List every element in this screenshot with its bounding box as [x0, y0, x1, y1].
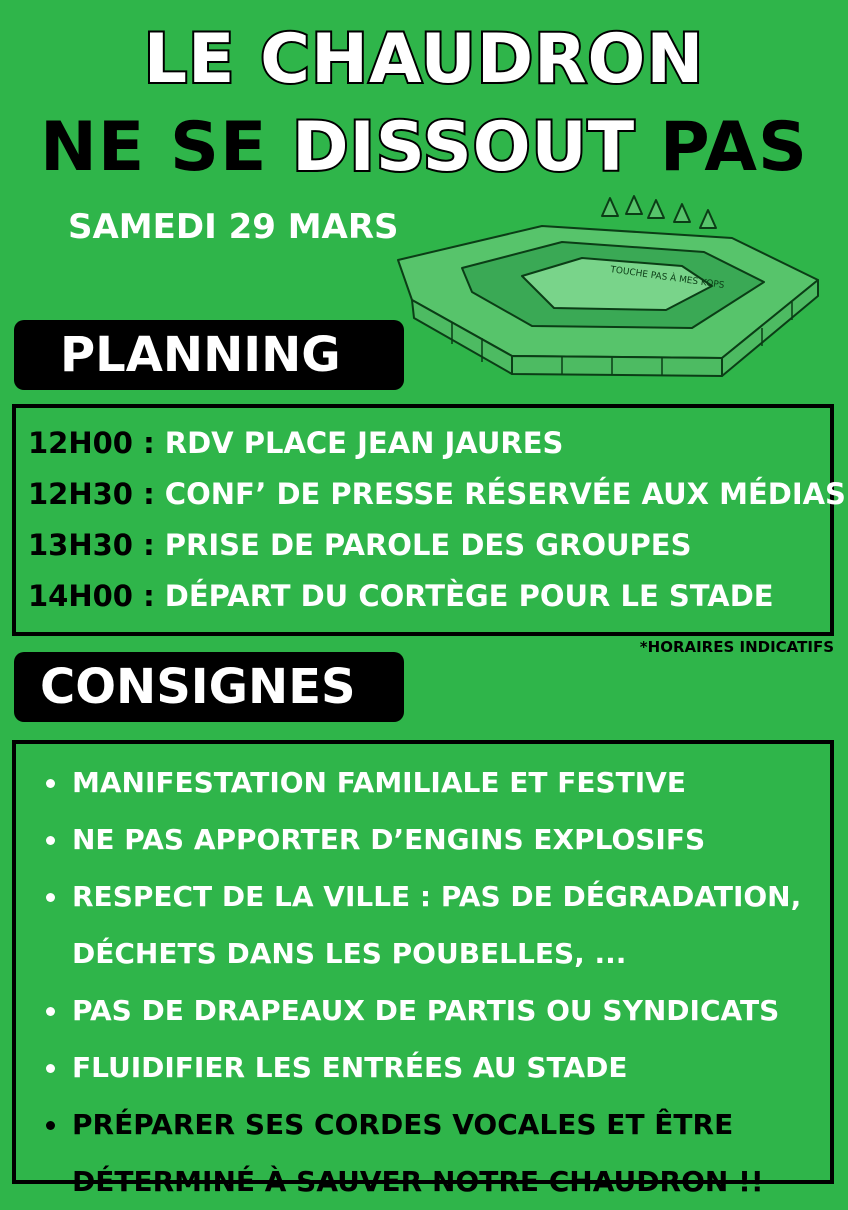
planning-heading: PLANNING	[14, 320, 404, 390]
planning-time: 14H00 :	[28, 579, 155, 613]
schedule-footnote: *HORAIRES INDICATIFS	[639, 638, 834, 656]
consigne-item	[42, 754, 830, 811]
consigne-item	[42, 868, 830, 982]
planning-text: RDV PLACE JEAN JAURES	[154, 426, 564, 460]
planning-row	[28, 520, 830, 571]
poster-title-line1: LE CHAUDRON	[143, 20, 705, 99]
consignes-box	[12, 740, 834, 1198]
title-part-dissout: DISSOUT	[292, 108, 636, 187]
planning-time: 13H30 :	[28, 528, 155, 562]
stadium-illustration	[392, 188, 824, 378]
consigne-line: NE PAS APPORTER D’ENGINS EXPLOSIFS	[72, 823, 706, 856]
planning-box	[12, 404, 846, 636]
bullet-icon	[46, 1007, 55, 1016]
consigne-line: DÉCHETS DANS LES POUBELLES, ...	[72, 937, 627, 970]
planning-row	[28, 571, 830, 622]
event-date: SAMEDI 29 MARS	[68, 207, 399, 247]
planning-text: PRISE DE PAROLE DES GROUPES	[154, 528, 692, 562]
stadium-banner-text: TOUCHE PAS À MES KOPS	[609, 265, 725, 291]
planning-time: 12H30 :	[28, 477, 155, 511]
bullet-icon	[46, 1121, 55, 1130]
planning-text: CONF’ DE PRESSE RÉSERVÉE AUX MÉDIAS	[154, 477, 846, 511]
planning-row	[28, 418, 830, 469]
consigne-item	[42, 1096, 830, 1210]
planning-row	[28, 469, 846, 520]
planning-time: 12H00 :	[28, 426, 155, 460]
consigne-line: MANIFESTATION FAMILIALE ET FESTIVE	[72, 766, 686, 799]
consigne-item	[42, 1039, 830, 1096]
title-part-ne-se: NE SE	[39, 108, 293, 187]
bullet-icon	[46, 779, 55, 788]
consigne-item	[42, 811, 830, 868]
poster-title-line2	[0, 108, 848, 188]
planning-text: DÉPART DU CORTÈGE POUR LE STADE	[154, 579, 774, 613]
bullet-icon	[46, 836, 55, 845]
title-part-pas: PAS	[635, 108, 809, 187]
consigne-item	[42, 982, 830, 1039]
consigne-line: PAS DE DRAPEAUX DE PARTIS OU SYNDICATS	[72, 994, 780, 1027]
consigne-line: DÉTERMINÉ À SAUVER NOTRE CHAUDRON !!	[72, 1165, 764, 1198]
consignes-heading: CONSIGNES	[14, 652, 404, 722]
consigne-line: RESPECT DE LA VILLE : PAS DE DÉGRADATION,	[72, 880, 802, 913]
bullet-icon	[46, 1064, 55, 1073]
consigne-line: FLUIDIFIER LES ENTRÉES AU STADE	[72, 1051, 628, 1084]
consigne-line: PRÉPARER SES CORDES VOCALES ET ÊTRE	[72, 1108, 734, 1141]
bullet-icon	[46, 893, 55, 902]
